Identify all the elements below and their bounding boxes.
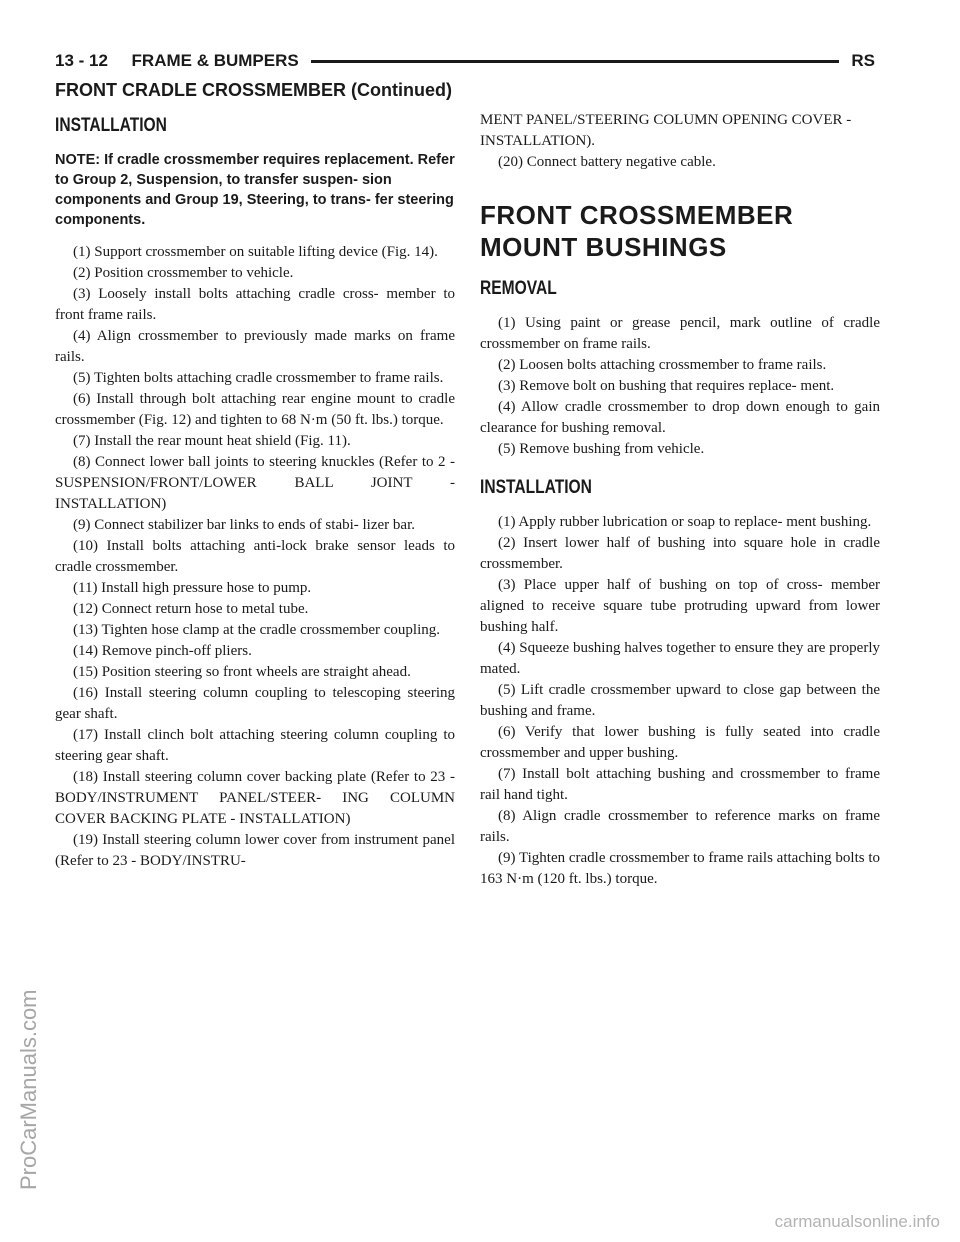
removal-step: (2) Loosen bolts attaching crossmember to frame rails. [498, 357, 827, 373]
title-line-2: MOUNT BUSHINGS [480, 232, 727, 262]
installation-step: (7) Install the rear mount heat shield (Fig. 11). [73, 433, 351, 449]
title-line-1: FRONT CROSSMEMBER [480, 200, 794, 230]
installation-step: (12) Connect return hose to metal tube. [73, 601, 309, 617]
bushing-installation-step: (2) Insert lower half of bushing into square hole in cradle crossmember. [480, 535, 880, 572]
installation-step: (15) Position steering so front wheels are straight ahead. [73, 664, 411, 680]
installation-step: (16) Install steering column coupling to telescoping steering gear shaft. [55, 685, 455, 722]
removal-step: (4) Allow cradle crossmember to drop down enough to gain clearance for bushing removal. [480, 399, 880, 436]
section-code: RS [851, 51, 875, 70]
installation-step: (17) Install clinch bolt attaching steering column coupling to steering gear shaft. [55, 727, 455, 764]
bushing-installation-heading: INSTALLATION [480, 477, 592, 498]
removal-heading: REMOVAL [480, 278, 557, 299]
installation-step: (6) Install through bolt attaching rear engine mount to cradle crossmember (Fig. 12) and tighten to 68 N·m (50 ft. lbs.) torque. [55, 391, 455, 428]
removal-step: (1) Using paint or grease pencil, mark outline of cradle crossmember on frame rails. [480, 315, 880, 352]
installation-step: (18) Install steering column cover backing plate (Refer to 23 - BODY/INSTRUMENT PANEL/STEER- ING COLUMN COVER BACKING PLATE - INSTALLATION) [55, 769, 455, 827]
step-continuation: MENT PANEL/STEERING COLUMN OPENING COVER - INSTALLATION). [480, 112, 852, 149]
installation-step: (9) Connect stabilizer bar links to ends of stabi- lizer bar. [73, 517, 415, 533]
installation-step: (4) Align crossmember to previously made marks on frame rails. [55, 328, 455, 365]
page-header [55, 48, 875, 74]
removal-step: (3) Remove bolt on bushing that requires replace- ment. [498, 378, 835, 394]
header-rule [311, 60, 840, 63]
installation-step: (1) Support crossmember on suitable lifting device (Fig. 14). [73, 244, 438, 260]
bushing-installation-step: (7) Install bolt attaching bushing and crossmember to frame rail hand tight. [480, 766, 880, 803]
installation-step: (14) Remove pinch-off pliers. [73, 643, 252, 659]
right-column [480, 110, 880, 890]
footer-watermark: carmanualsonline.info [774, 1212, 940, 1231]
removal-step: (5) Remove bushing from vehicle. [498, 441, 705, 457]
bushing-installation-step: (9) Tighten cradle crossmember to frame rails attaching bolts to 163 N·m (120 ft. lbs.) torque. [480, 850, 880, 887]
installation-step: (5) Tighten bolts attaching cradle crossmember to frame rails. [73, 370, 444, 386]
installation-step: (10) Install bolts attaching anti-lock brake sensor leads to cradle crossmember. [55, 538, 455, 575]
left-column [55, 110, 455, 872]
installation-step: (11) Install high pressure hose to pump. [73, 580, 312, 596]
installation-step: (2) Position crossmember to vehicle. [73, 265, 294, 281]
installation-step: (20) Connect battery negative cable. [498, 154, 716, 170]
installation-step: (13) Tighten hose clamp at the cradle crossmember coupling. [73, 622, 440, 638]
bushings-section-title [480, 199, 880, 263]
continued-title: FRONT CRADLE CROSSMEMBER (Continued) [55, 80, 452, 100]
bushing-installation-step: (5) Lift cradle crossmember upward to close gap between the bushing and frame. [480, 682, 880, 719]
bushing-installation-step: (1) Apply rubber lubrication or soap to replace- ment bushing. [498, 514, 872, 530]
replacement-note: NOTE: If cradle crossmember requires replacement. Refer to Group 2, Suspension, to transfer suspen- sion components and Group 19, Steering, to trans- fer steering components. [55, 152, 455, 228]
bushing-installation-step: (4) Squeeze bushing halves together to ensure they are properly mated. [480, 640, 880, 677]
installation-step: (3) Loosely install bolts attaching cradle cross- member to front frame rails. [55, 286, 455, 323]
bushing-installation-step: (6) Verify that lower bushing is fully seated into cradle crossmember and upper bushing. [480, 724, 880, 761]
installation-step: (19) Install steering column lower cover from instrument panel (Refer to 23 - BODY/INSTRU- [55, 832, 455, 869]
page-reference: 13 - 12 FRAME & BUMPERS [55, 51, 299, 70]
bushing-installation-step: (8) Align cradle crossmember to reference marks on frame rails. [480, 808, 880, 845]
side-watermark: ProCarManuals.com [16, 989, 41, 1190]
installation-heading: INSTALLATION [55, 115, 167, 136]
bushing-installation-step: (3) Place upper half of bushing on top of cross- member aligned to receive square tube protruding upward from lower bushing half. [480, 577, 880, 635]
installation-step: (8) Connect lower ball joints to steering knuckles (Refer to 2 - SUSPENSION/FRONT/LOWER BALL JOINT - INSTALLATION) [55, 454, 455, 512]
